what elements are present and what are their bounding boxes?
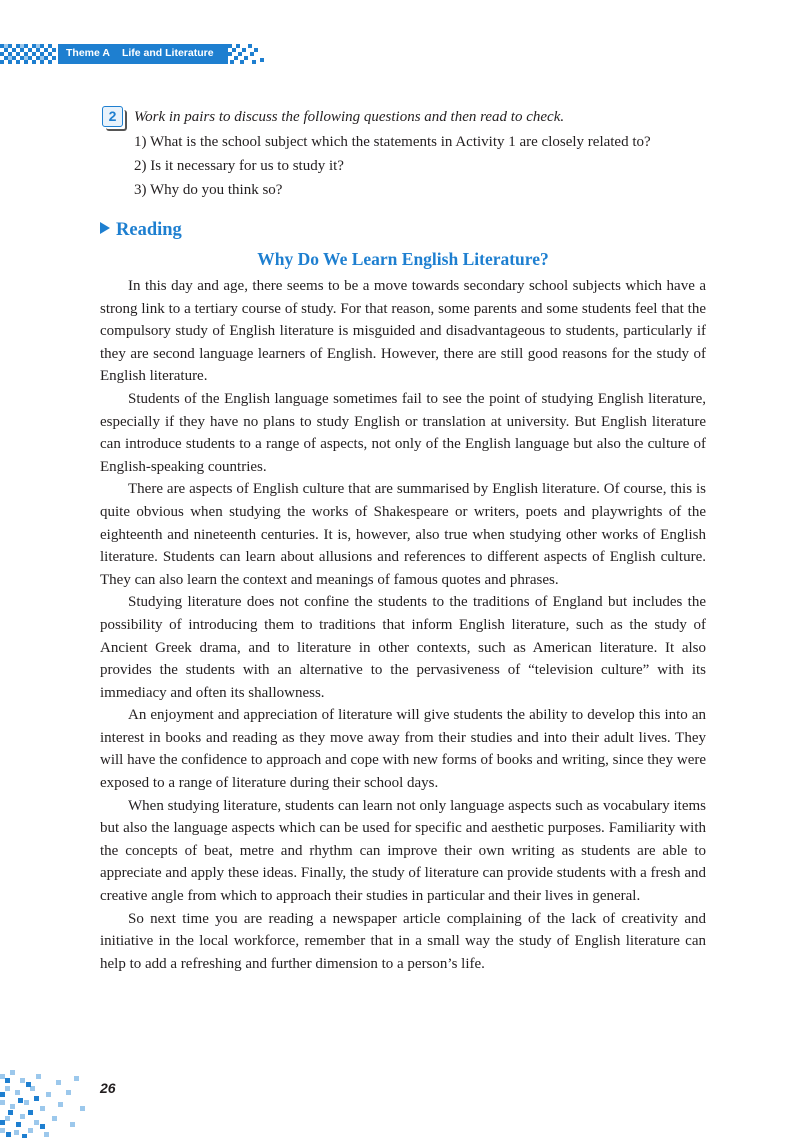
triangle-bullet-icon <box>100 222 110 234</box>
activity-instruction: Work in pairs to discuss the following questions and then read to check. <box>134 109 565 125</box>
activity-question: 3) Why do you think so? <box>134 182 283 198</box>
page-number: 26 <box>100 1080 116 1096</box>
article-paragraph: So next time you are reading a newspaper article complaining of the lack of creativity and initiative in the local workforce, remember that in a small way the study of English literature can help to add a refreshing and further dimension to a person’s life. <box>100 910 706 972</box>
activity-number-badge: 2 <box>102 106 123 127</box>
pixel-pattern-decoration <box>224 38 266 70</box>
activity-question: 2) Is it necessary for us to study it? <box>134 158 344 174</box>
pixel-pattern-decoration <box>0 1070 92 1138</box>
reading-label: Reading <box>116 220 182 240</box>
activity-question: 1) What is the school subject which the statements in Activity 1 are closely related to? <box>134 134 651 150</box>
article-body <box>100 275 706 975</box>
article-title: Why Do We Learn English Literature? <box>257 249 549 269</box>
pixel-pattern-decoration <box>0 38 62 70</box>
article-paragraph: When studying literature, students can learn not only language aspects such as vocabulary items but also the language aspects which can be used for specific and aesthetic purposes. Familiarity with the concepts of beat, metre and rhythm can improve their own writing as students are able to appreciate and apply these ideas. Finally, the study of literature can provide students with a fresh and creative angle from which to approach their studies in particular and their lives in general. <box>100 797 706 905</box>
section-label: Life and Literature <box>121 47 214 59</box>
theme-label: Theme A <box>66 47 110 59</box>
article-paragraph: An enjoyment and appreciation of literature will give students the ability to develop this into an interest in books and reading as they move away from their studies and into their adult lives. They will have the confidence to approach and cope with new forms of books and writing, since they were exposed to a range of literature during their school days. <box>100 707 706 792</box>
header-title <box>66 47 214 59</box>
article-paragraph: In this day and age, there seems to be a move towards secondary school subjects which have a strong link to a tertiary course of study. For that reason, some parents and some students feel that the compulsory study of English literature is misguided and disadvantageous to students, particularly if they are second language learners of English. However, there are still good reasons for the study of English literature. <box>100 278 706 385</box>
article-paragraph: Students of the English language sometimes fail to see the point of studying English literature, especially if they have no plans to study English or translation at university. But English literature can introduce students to a range of aspects, not only of the English language but also the culture of English-speaking countries. <box>100 390 706 475</box>
article-paragraph: There are aspects of English culture that are summarised by English literature. Of course, this is quite obvious when studying the works of Shakespeare or writers, poets and playwrights of the eighteenth and nineteenth centuries. It is, however, also true when studying other works of English literature. Students can learn about allusions and references to different aspects of English culture. They can also learn the context and meanings of famous quotes and phrases. <box>100 481 706 588</box>
article-paragraph: Studying literature does not confine the students to the traditions of England but includes the possibility of introducing them to traditions that inform English literature, such as the study of Ancient Greek drama, and to literature in other contexts, such as American literature. It also provides the students with an alternative to the pervasiveness of “television culture” with its immediacy and often its shallowness. <box>100 594 706 701</box>
reading-section-heading <box>100 220 182 241</box>
page-header <box>0 38 800 70</box>
